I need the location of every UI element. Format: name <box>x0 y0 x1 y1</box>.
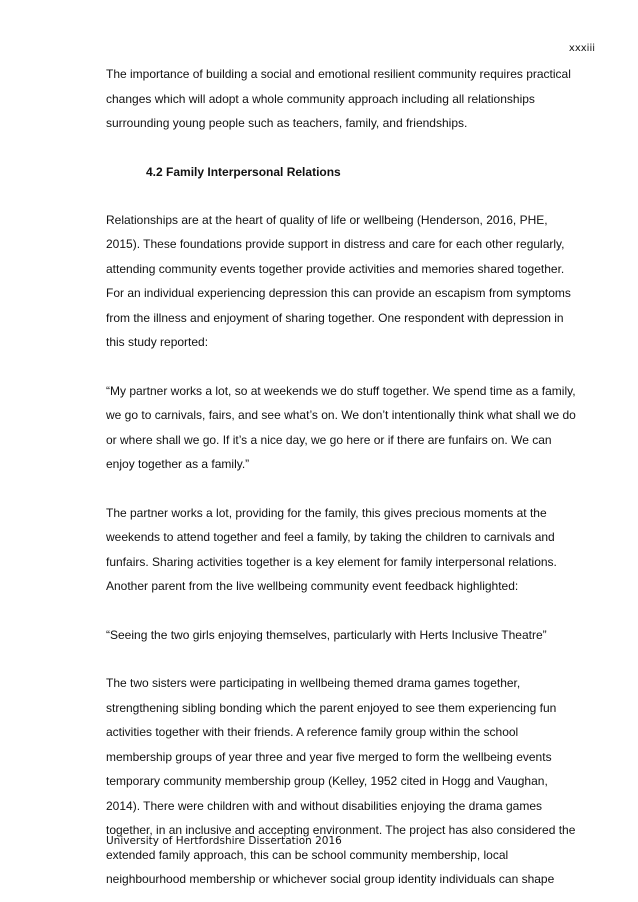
section-heading: 4.2 Family Interpersonal Relations <box>146 164 341 179</box>
paragraph-partner: The partner works a lot, providing for the family, this gives precious moments at the weekends to attend together and feel a family, by taking the children to carnivals and funfairs. Sharing activities together is a key element for family interpersonal relations. Another parent from the live wellbeing community event feedback highlighted: <box>106 505 557 593</box>
paragraph-intro: The importance of building a social and emotional resilient community requires practical changes which will adopt a whole community approach including all relationships surrounding young people such as teachers, family, and friendships. <box>106 67 571 130</box>
quote-respondent: “My partner works a lot, so at weekends we do stuff together. We spend time as a family, we go to carnivals, fairs, and see what’s on. We don’t intentionally think what shall we do or where shall we go. If it’s a nice day, we go here or if there are funfairs on. We can enjoy together as a family.” <box>106 383 576 471</box>
quote-parent: “Seeing the two girls enjoying themselves, particularly with Herts Inclusive Theatre” <box>106 627 547 642</box>
document-body <box>106 62 582 892</box>
page-number: xxxiii <box>568 43 595 54</box>
page-footer: University of Hertfordshire Dissertation 2016 <box>106 835 342 847</box>
paragraph-sisters: The two sisters were participating in wellbeing themed drama games together, strengthening sibling bonding which the parent enjoyed to see them experiencing fun activities together with their friends. A reference family group within the school membership groups of year three and year five merged to form the wellbeing events temporary community membership group (Kelley, 1952 cited in Hogg and Vaughan, 2014). There were children with and without disabilities enjoying the drama games together, in an inclusive and accepting environment. The project has also considered the extended family approach, this can be school community membership, local neighbourhood membership or whichever social group identity individuals can shape <box>106 676 576 886</box>
paragraph-relationships: Relationships are at the heart of quality of life or wellbeing (Henderson, 2016, PHE, 2015). These foundations provide support in distress and care for each other regularly, attending community events together provide activities and memories shared together. For an individual experiencing depression this can provide an escapism from symptoms from the illness and enjoyment of sharing together. One respondent with depression in this study reported: <box>106 212 571 349</box>
